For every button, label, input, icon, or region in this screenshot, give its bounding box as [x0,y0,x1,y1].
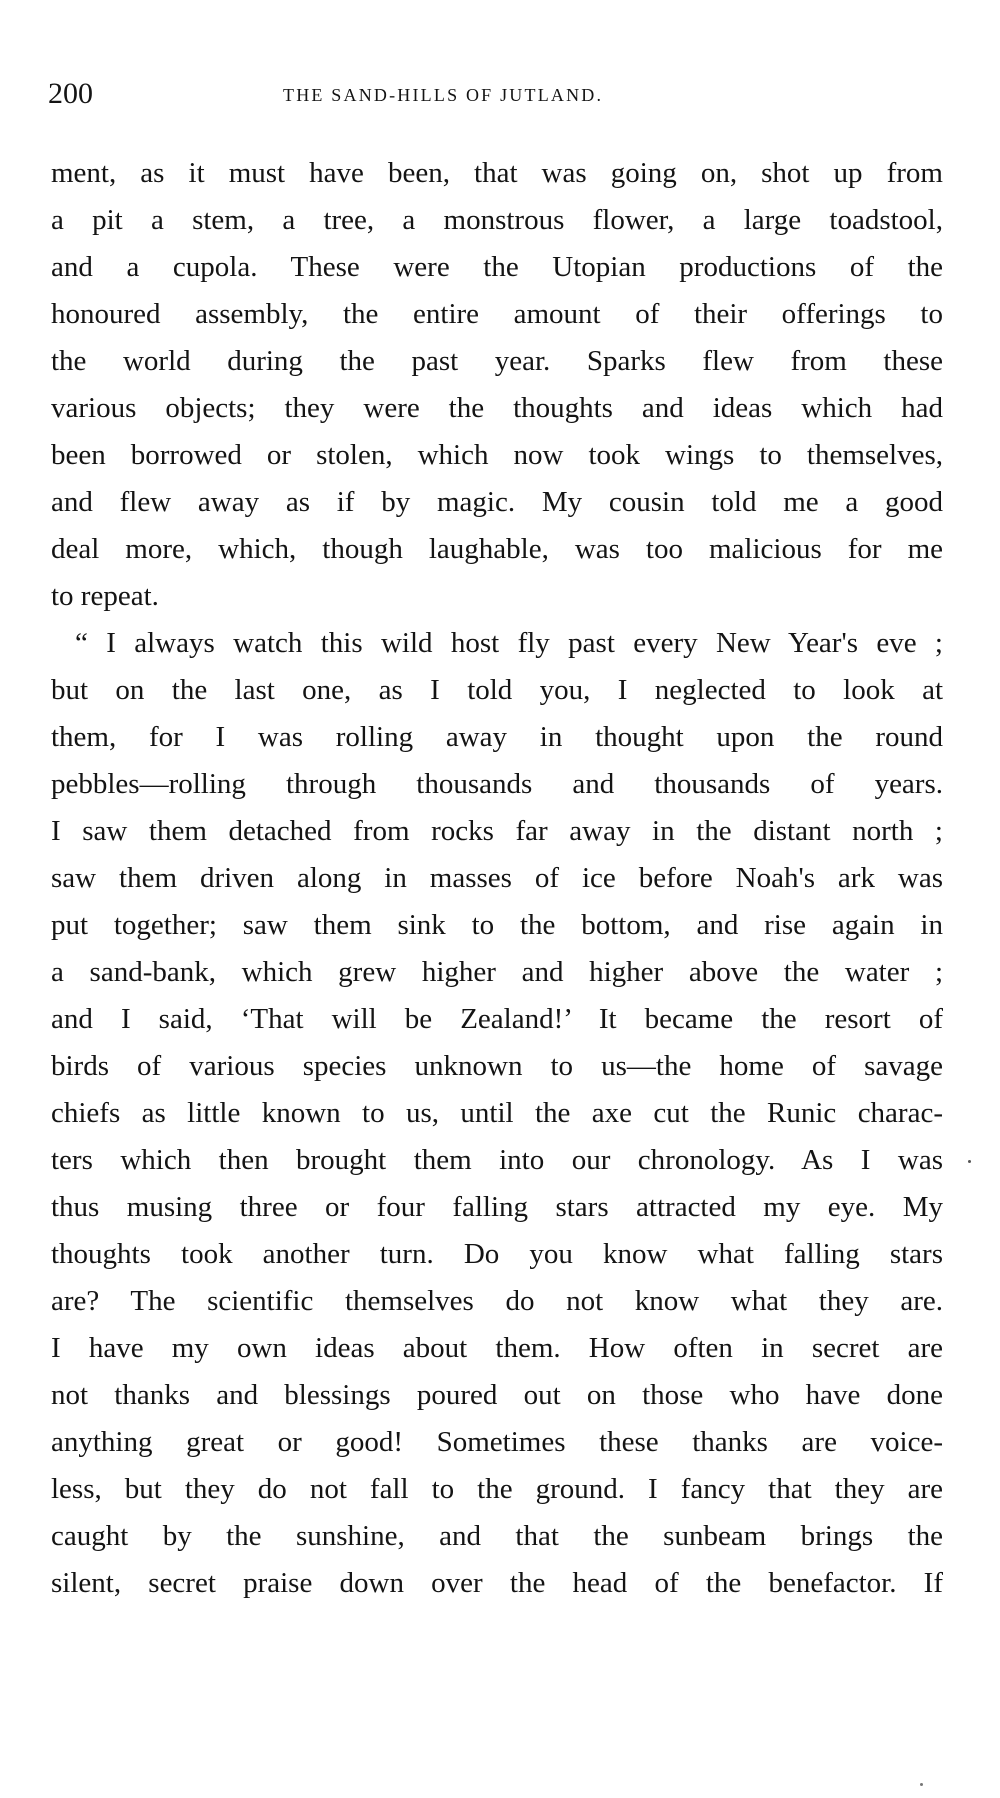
text-line: thus musing three or four falling stars attracted my eye. My [51,1191,943,1223]
body-text [51,150,943,1607]
text-line: been borrowed or stolen, which now took wings to themselves, [51,439,943,471]
text-line: and I said, ‘That will be Zealand!’ It became the resort of [51,1003,943,1035]
text-line: but on the last one, as I told you, I neglected to look at [51,674,943,706]
text-line: chiefs as little known to us, until the axe cut the Runic charac- [51,1097,943,1129]
text-line: deal more, which, though laughable, was too malicious for me [51,533,943,565]
scan-speck [920,1783,923,1786]
paragraph-end-line: to repeat. [51,580,159,612]
text-line: pebbles—rolling through thousands and thousands of years. [51,768,943,800]
text-line: silent, secret praise down over the head of the benefactor. If [51,1567,943,1599]
text-line: birds of various species unknown to us—the home of savage [51,1050,943,1082]
text-line: less, but they do not fall to the ground. I fancy that they are [51,1473,943,1505]
page-number: 200 [48,77,93,110]
text-line: caught by the sunshine, and that the sunbeam brings the [51,1520,943,1552]
text-line: the world during the past year. Sparks flew from these [51,345,943,377]
text-line: a pit a stem, a tree, a monstrous flower, a large toadstool, [51,204,943,236]
text-line: a sand-bank, which grew higher and higher above the water ; [51,956,943,988]
paragraph-start-line: “ I always watch this wild host fly past every New Year's eve ; [75,627,943,659]
text-line: various objects; they were the thoughts and ideas which had [51,392,943,424]
text-line: I saw them detached from rocks far away in the distant north ; [51,815,943,847]
text-line: saw them driven along in masses of ice before Noah's ark was [51,862,943,894]
text-line: not thanks and blessings poured out on those who have done [51,1379,943,1411]
text-line: are? The scientific themselves do not know what they are. [51,1285,943,1317]
text-line: ters which then brought them into our chronology. As I was [51,1144,943,1176]
running-title: THE SAND-HILLS OF JUTLAND. [283,85,604,105]
margin-mark [968,1160,971,1163]
text-line: and flew away as if by magic. My cousin told me a good [51,486,943,518]
text-line: I have my own ideas about them. How often in secret are [51,1332,943,1364]
text-line: ment, as it must have been, that was going on, shot up from [51,157,943,189]
running-head [48,76,948,116]
text-line: put together; saw them sink to the bottom, and rise again in [51,909,943,941]
text-line: anything great or good! Sometimes these thanks are voice- [51,1426,943,1458]
text-line: and a cupola. These were the Utopian productions of the [51,251,943,283]
text-line: honoured assembly, the entire amount of their offerings to [51,298,943,330]
text-line: them, for I was rolling away in thought upon the round [51,721,943,753]
text-line: thoughts took another turn. Do you know what falling stars [51,1238,943,1270]
